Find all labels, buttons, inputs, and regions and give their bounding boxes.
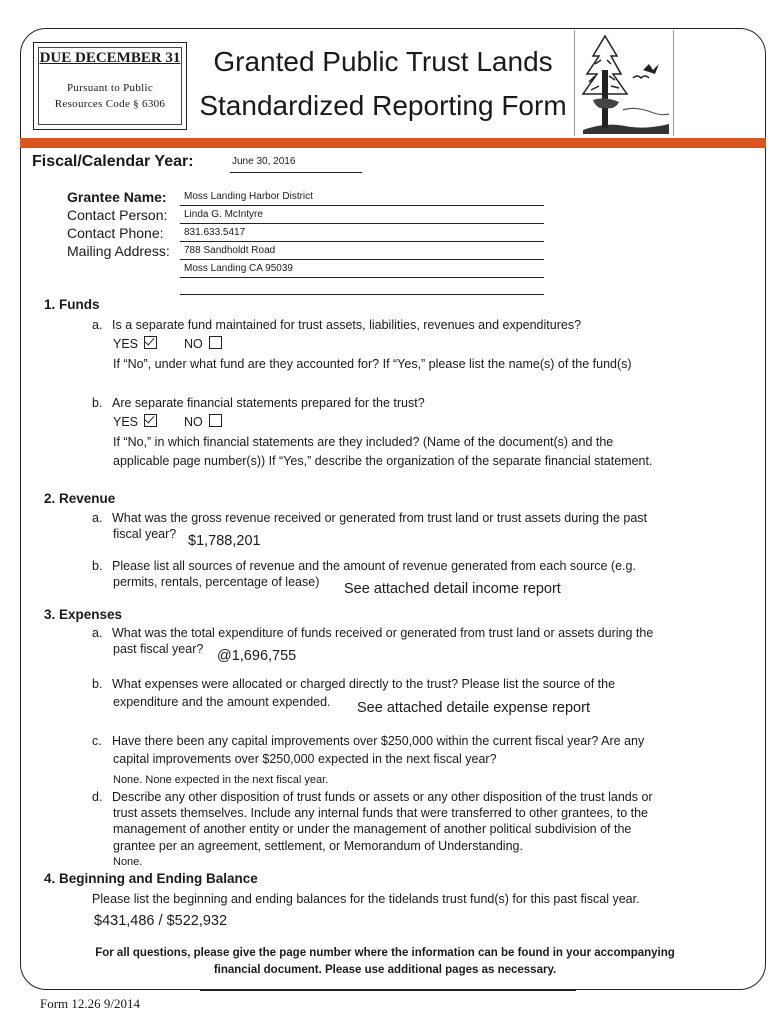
funds-b-letter: b.	[92, 396, 103, 410]
grantee-name-field[interactable]: Moss Landing Harbor District	[184, 191, 313, 202]
revenue-a-text-1: What was the gross revenue received or generated from trust land or trust assets during the past	[112, 511, 647, 525]
expenses-a-text-2: past fiscal year?	[113, 642, 204, 656]
footer-divider	[200, 990, 576, 991]
funds-a-yes-checkbox[interactable]	[144, 336, 157, 349]
pursuant-line-2: Resources Code § 6306	[54, 98, 166, 110]
funds-b-followup-2: applicable page number(s)) If “Yes,” describe the organization of the separate financial statement.	[113, 454, 653, 468]
expenses-d-text-4: grantee per an agreement, settlement, or Memorandum of Understanding.	[113, 839, 523, 853]
contact-phone-underline	[180, 241, 544, 242]
footer-note-line-1: For all questions, please give the page number where the information can be found in your accompanying	[95, 947, 675, 959]
fiscal-year-field[interactable]: June 30, 2016	[232, 156, 296, 167]
funds-a-yes-label: YES	[113, 337, 139, 351]
expenses-d-text-2: trust assets themselves. Include any internal funds that were transferred to other grantees, to the	[113, 806, 649, 820]
revenue-a-question	[92, 510, 647, 527]
expenses-b-text-1: What expenses were allocated or charged directly to the trust? Please list the source of the	[112, 677, 616, 691]
balance-question: Please list the beginning and ending balances for the tidelands trust fund(s) for this past fiscal year.	[92, 892, 640, 906]
grantee-name-underline	[180, 205, 544, 206]
mailing-address-underline-2	[180, 277, 544, 278]
expenses-c-text-2: capital improvements over $250,000 expected in the next fiscal year?	[113, 752, 497, 766]
tree-bird-logo	[574, 30, 674, 136]
revenue-b-question	[92, 558, 636, 575]
mailing-address-underline-3	[180, 294, 544, 295]
header-accent-bar	[20, 138, 766, 148]
funds-a-yes-option[interactable]	[113, 336, 157, 351]
section-expenses-heading: 3. Expenses	[44, 607, 123, 622]
mailing-address-line-1[interactable]: 788 Sandholdt Road	[184, 245, 276, 256]
section-revenue-heading: 2. Revenue	[44, 491, 116, 506]
balance-answer[interactable]: $431,486 / $522,932	[94, 913, 228, 929]
mailing-address-line-2[interactable]: Moss Landing CA 95039	[184, 263, 293, 274]
contact-person-label: Contact Person:	[67, 207, 168, 223]
revenue-a-letter: a.	[92, 511, 103, 525]
form-title-line-1: Granted Public Trust Lands	[213, 46, 553, 77]
revenue-b-answer[interactable]: See attached detail income report	[344, 581, 561, 597]
expenses-b-question	[92, 676, 615, 693]
revenue-a-text-2: fiscal year?	[113, 527, 177, 541]
funds-b-question	[92, 395, 425, 412]
grantee-name-label: Grantee Name:	[67, 189, 167, 205]
funds-b-no-checkbox[interactable]	[209, 414, 222, 427]
due-date-label: DUE DECEMBER 31	[39, 50, 181, 66]
expenses-d-text-1: Describe any other disposition of trust funds or assets or any other disposition of the trust lands or	[112, 790, 653, 804]
mailing-address-label: Mailing Address:	[67, 243, 170, 259]
funds-a-no-checkbox[interactable]	[209, 336, 222, 349]
form-number: Form 12.26 9/2014	[40, 996, 141, 1011]
expenses-c-letter: c.	[92, 734, 102, 748]
footer-note-line-2: financial document. Please use additional pages as necessary.	[213, 964, 557, 976]
mailing-address-underline-1	[180, 259, 544, 260]
funds-a-no-option[interactable]	[184, 336, 222, 351]
funds-b-yes-label: YES	[113, 415, 139, 429]
revenue-b-letter: b.	[92, 559, 103, 573]
form-title-line-2: Standardized Reporting Form	[199, 90, 567, 121]
revenue-b-text-2: permits, rentals, percentage of lease)	[113, 575, 320, 589]
section-balance-heading: 4. Beginning and Ending Balance	[44, 871, 258, 886]
expenses-c-text-1: Have there been any capital improvements over $250,000 within the current fiscal year? Are any	[112, 734, 645, 748]
expenses-a-text-1: What was the total expenditure of funds received or generated from trust land or assets during the	[112, 626, 654, 640]
expenses-a-question	[92, 625, 653, 642]
funds-b-yes-checkbox[interactable]	[144, 414, 157, 427]
expenses-d-question	[92, 789, 653, 806]
revenue-a-answer[interactable]: $1,788,201	[188, 533, 261, 549]
expenses-d-letter: d.	[92, 790, 103, 804]
expenses-a-letter: a.	[92, 626, 103, 640]
expenses-c-question	[92, 733, 644, 750]
expenses-d-text-3: management of another entity or under the management of another political subdivision of the	[113, 822, 632, 836]
funds-b-text: Are separate financial statements prepared for the trust?	[112, 396, 425, 410]
funds-a-letter: a.	[92, 318, 103, 332]
pursuant-line-1: Pursuant to Public	[66, 82, 154, 94]
funds-a-text: Is a separate fund maintained for trust assets, liabilities, revenues and expenditures?	[112, 318, 582, 332]
funds-b-followup-1: If “No,” in which financial statements are they included? (Name of the document(s) and the	[113, 435, 614, 449]
contact-person-field[interactable]: Linda G. McIntyre	[184, 209, 263, 220]
fiscal-year-underline	[230, 172, 362, 173]
expenses-c-answer[interactable]: None. None expected in the next fiscal year.	[113, 774, 329, 786]
funds-b-yes-option[interactable]	[113, 414, 157, 429]
funds-b-no-option[interactable]	[184, 414, 222, 429]
expenses-b-answer[interactable]: See attached detaile expense report	[357, 700, 590, 716]
fiscal-year-label: Fiscal/Calendar Year:	[32, 153, 194, 170]
expenses-a-answer[interactable]: @1,696,755	[217, 648, 297, 664]
funds-a-question	[92, 317, 581, 334]
funds-b-no-label: NO	[184, 415, 203, 429]
contact-phone-label: Contact Phone:	[67, 225, 164, 241]
expenses-d-answer[interactable]: None.	[113, 856, 143, 868]
revenue-b-text-1: Please list all sources of revenue and the amount of revenue generated from each source (e.g.	[112, 559, 636, 573]
contact-phone-field[interactable]: 831.633.5417	[184, 227, 246, 238]
funds-a-no-label: NO	[184, 337, 203, 351]
expenses-b-letter: b.	[92, 677, 103, 691]
funds-a-followup: If “No”, under what fund are they accounted for? If “Yes,” please list the name(s) of the fund(s)	[113, 357, 632, 371]
contact-person-underline	[180, 223, 544, 224]
expenses-b-text-2: expenditure and the amount expended.	[113, 695, 331, 709]
section-funds-heading: 1. Funds	[44, 297, 100, 312]
